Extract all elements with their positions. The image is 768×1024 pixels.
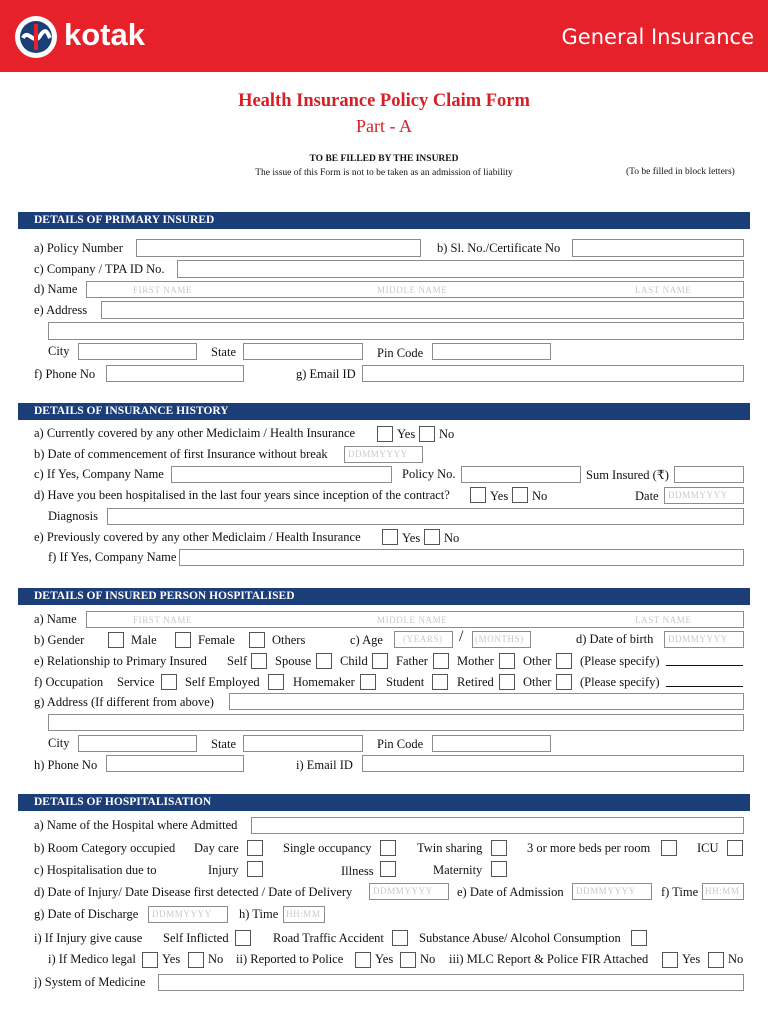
state-input[interactable] <box>243 343 363 360</box>
last-name-placeholder: LAST NAME <box>635 615 692 625</box>
room-day-care-checkbox[interactable] <box>247 840 263 856</box>
relation-child-label: Child <box>340 654 368 668</box>
occupation-homemaker-label: Homemaker <box>293 675 355 689</box>
last-name-placeholder: LAST NAME <box>635 285 692 295</box>
months-placeholder: (MONTHS) <box>475 634 524 644</box>
medico-legal-yes-checkbox[interactable] <box>142 952 158 968</box>
date-injury-label: d) Date of Injury/ Date Disease first detected / Date of Delivery <box>34 885 353 899</box>
reported-police-label: ii) Reported to Police <box>236 952 344 966</box>
relation-specify-line[interactable] <box>666 665 743 666</box>
primary-name-input[interactable] <box>86 281 744 298</box>
block-letters-note: (To be filled in block letters) <box>626 167 735 177</box>
currently-covered-no-label: No <box>439 427 455 441</box>
occupation-specify-line[interactable] <box>666 686 743 687</box>
medico-legal-no-checkbox[interactable] <box>188 952 204 968</box>
prev-company-name-label: f) If Yes, Company Name <box>48 550 177 564</box>
hospitalised-date-input[interactable] <box>664 487 744 504</box>
patient-phone-input[interactable] <box>106 755 244 772</box>
room-single-label: Single occupancy <box>283 841 372 855</box>
date-commencement-input[interactable] <box>344 446 423 463</box>
policy-no-label: Policy No. <box>402 467 456 481</box>
relationship-label: e) Relationship to Primary Insured <box>34 654 207 668</box>
date-commencement-label: b) Date of commencement of first Insurance without break <box>34 447 328 461</box>
hospital-name-input[interactable] <box>251 817 744 834</box>
substance-abuse-checkbox[interactable] <box>631 930 647 946</box>
gender-others-label: Others <box>272 633 306 647</box>
previously-covered-label: e) Previously covered by any other Mediclaim / Health Insurance <box>34 530 361 544</box>
occupation-self-employed-checkbox[interactable] <box>268 674 284 690</box>
date-admission-input[interactable] <box>572 883 652 900</box>
room-twin-checkbox[interactable] <box>491 840 507 856</box>
section-hospitalised-person-header: DETAILS OF INSURED PERSON HOSPITALISED <box>18 588 750 605</box>
policy-number-label: a) Policy Number <box>34 241 123 255</box>
hospitalisation-due-label: c) Hospitalisation due to <box>34 863 157 877</box>
patient-state-input[interactable] <box>243 735 363 752</box>
currently-covered-yes-checkbox[interactable] <box>377 426 393 442</box>
relation-self-checkbox[interactable] <box>251 653 267 669</box>
previously-covered-no-label: No <box>444 531 460 545</box>
hospitalised-yes-label: Yes <box>490 489 509 503</box>
occupation-homemaker-checkbox[interactable] <box>360 674 376 690</box>
discharge-date-input[interactable] <box>148 906 228 923</box>
due-maternity-label: Maternity <box>433 863 483 877</box>
form-title: Health Insurance Policy Claim Form <box>238 91 530 111</box>
due-illness-label: Illness <box>341 864 374 878</box>
currently-covered-yes-label: Yes <box>397 427 416 441</box>
relation-father-checkbox[interactable] <box>433 653 449 669</box>
email-input[interactable] <box>362 365 744 382</box>
gender-label: b) Gender <box>34 633 85 647</box>
sum-insured-label: Sum Insured (₹) <box>586 468 669 482</box>
room-icu-checkbox[interactable] <box>727 840 743 856</box>
phone-input[interactable] <box>106 365 244 382</box>
gender-male-label: Male <box>131 633 157 647</box>
age-label: c) Age <box>350 633 383 647</box>
road-accident-label: Road Traffic Accident <box>273 931 384 945</box>
patient-phone-label: h) Phone No <box>34 758 98 772</box>
patient-address-input-line1[interactable] <box>229 693 744 710</box>
history-policy-no-input[interactable] <box>461 466 581 483</box>
sum-insured-input[interactable] <box>674 466 744 483</box>
name-label: d) Name <box>34 282 78 296</box>
currently-covered-no-checkbox[interactable] <box>419 426 435 442</box>
occupation-label: f) Occupation <box>34 675 104 689</box>
occupation-other-label: Other <box>523 675 552 689</box>
pin-code-label: Pin Code <box>377 346 424 360</box>
hospitalised-yes-checkbox[interactable] <box>470 487 486 503</box>
sl-no-label: b) Sl. No./Certificate No <box>437 241 561 255</box>
policy-number-input[interactable] <box>136 239 421 257</box>
address-input-line1[interactable] <box>101 301 744 319</box>
date-placeholder: DDMMYYYY <box>576 886 636 896</box>
room-day-care-label: Day care <box>194 841 239 855</box>
relation-other-checkbox[interactable] <box>556 653 572 669</box>
reported-police-yes-checkbox[interactable] <box>355 952 371 968</box>
reported-police-no-label: No <box>420 952 436 966</box>
medico-legal-yes-label: Yes <box>162 952 181 966</box>
pin-code-input[interactable] <box>432 343 551 360</box>
road-accident-checkbox[interactable] <box>392 930 408 946</box>
discharge-date-label: g) Date of Discharge <box>34 907 139 921</box>
years-placeholder: (YEARS) <box>403 634 443 644</box>
room-icu-label: ICU <box>697 841 719 855</box>
gender-female-label: Female <box>198 633 235 647</box>
date-placeholder: DDMMYYYY <box>373 886 433 896</box>
patient-state-label: State <box>211 737 236 751</box>
due-injury-label: Injury <box>208 863 239 877</box>
date-injury-input[interactable] <box>369 883 449 900</box>
hospitalised-date-label: Date <box>635 489 659 503</box>
occupation-specify-label: (Please specify) <box>580 675 660 689</box>
patient-address-input-line2[interactable] <box>48 714 744 731</box>
relation-specify-label: (Please specify) <box>580 654 660 668</box>
middle-name-placeholder: MIDDLE NAME <box>377 285 448 295</box>
section-primary-insured-header: DETAILS OF PRIMARY INSURED <box>18 212 750 229</box>
time-placeholder: HH:MM <box>286 909 321 919</box>
reported-police-no-checkbox[interactable] <box>400 952 416 968</box>
relation-father-label: Father <box>396 654 428 668</box>
section-hospitalisation-header: DETAILS OF HOSPITALISATION <box>18 794 750 811</box>
previously-covered-yes-label: Yes <box>402 531 421 545</box>
room-twin-label: Twin sharing <box>417 841 483 855</box>
mlc-report-label: iii) MLC Report & Police FIR Attached <box>449 952 649 966</box>
prev-company-name-input[interactable] <box>179 549 744 566</box>
history-company-name-input[interactable] <box>171 466 392 483</box>
mlc-report-no-label: No <box>728 952 744 966</box>
phone-label: f) Phone No <box>34 367 96 381</box>
form-part: Part - A <box>356 116 412 136</box>
self-inflicted-checkbox[interactable] <box>235 930 251 946</box>
dob-input[interactable] <box>664 631 744 648</box>
patient-name-input[interactable] <box>86 611 744 628</box>
sl-no-input[interactable] <box>572 239 744 257</box>
filled-by-note: TO BE FILLED BY THE INSURED <box>309 154 459 164</box>
address-input-line2[interactable] <box>48 322 744 340</box>
relation-self-label: Self <box>227 654 248 668</box>
due-maternity-checkbox[interactable] <box>491 861 507 877</box>
kotak-logo-icon <box>14 15 58 59</box>
occupation-service-checkbox[interactable] <box>161 674 177 690</box>
header-bar <box>0 0 768 72</box>
relation-mother-label: Mother <box>457 654 494 668</box>
currently-covered-label: a) Currently covered by any other Mediclaim / Health Insurance <box>34 426 356 440</box>
hospitalised-no-checkbox[interactable] <box>512 487 528 503</box>
patient-email-input[interactable] <box>362 755 744 772</box>
product-name: General Insurance <box>561 25 754 49</box>
hospitalised-label: d) Have you been hospitalised in the last four years since inception of the contract? <box>34 488 450 502</box>
dob-label: d) Date of birth <box>576 632 654 646</box>
city-label: City <box>48 344 70 358</box>
previously-covered-no-checkbox[interactable] <box>424 529 440 545</box>
injury-cause-label: i) If Injury give cause <box>34 931 143 945</box>
system-medicine-label: j) System of Medicine <box>34 975 146 989</box>
system-medicine-input[interactable] <box>158 974 744 991</box>
email-label: g) Email ID <box>296 367 356 381</box>
brand-name: kotak <box>64 17 145 52</box>
address-label: e) Address <box>34 303 88 317</box>
patient-city-label: City <box>48 736 70 750</box>
occupation-self-employed-label: Self Employed <box>185 675 260 689</box>
mlc-report-yes-checkbox[interactable] <box>662 952 678 968</box>
section-insurance-history-header: DETAILS OF INSURANCE HISTORY <box>18 403 750 420</box>
company-tpa-label: c) Company / TPA ID No. <box>34 262 165 276</box>
gender-female-checkbox[interactable] <box>175 632 191 648</box>
admission-time-label: f) Time <box>661 885 699 899</box>
reported-police-yes-label: Yes <box>375 952 394 966</box>
due-illness-checkbox[interactable] <box>380 861 396 877</box>
discharge-time-input[interactable] <box>283 906 325 923</box>
discharge-time-label: h) Time <box>239 907 279 921</box>
company-tpa-input[interactable] <box>177 260 744 278</box>
patient-email-label: i) Email ID <box>296 758 353 772</box>
company-name-label: c) If Yes, Company Name <box>34 467 164 481</box>
diagnosis-label: Diagnosis <box>48 509 98 523</box>
room-three-beds-label: 3 or more beds per room <box>527 841 651 855</box>
relation-spouse-checkbox[interactable] <box>316 653 332 669</box>
age-months-input[interactable] <box>472 631 531 648</box>
gender-male-checkbox[interactable] <box>108 632 124 648</box>
patient-pin-input[interactable] <box>432 735 551 752</box>
room-three-beds-checkbox[interactable] <box>661 840 677 856</box>
occupation-retired-checkbox[interactable] <box>499 674 515 690</box>
age-years-input[interactable] <box>394 631 453 648</box>
first-name-placeholder: FIRST NAME <box>133 285 193 295</box>
liability-note: The issue of this Form is not to be taken as an admission of liability <box>255 168 513 178</box>
self-inflicted-label: Self Inflicted <box>163 931 229 945</box>
hospitalised-no-label: No <box>532 489 548 503</box>
due-injury-checkbox[interactable] <box>247 861 263 877</box>
medico-legal-label: i) If Medico legal <box>48 952 136 966</box>
patient-name-label: a) Name <box>34 612 77 626</box>
relation-other-label: Other <box>523 654 552 668</box>
patient-pin-label: Pin Code <box>377 737 424 751</box>
date-placeholder: DDMMYYYY <box>152 909 212 919</box>
city-input[interactable] <box>78 343 197 360</box>
first-name-placeholder: FIRST NAME <box>133 615 193 625</box>
occupation-student-label: Student <box>386 675 425 689</box>
room-single-checkbox[interactable] <box>380 840 396 856</box>
patient-address-label: g) Address (If different from above) <box>34 695 214 709</box>
date-placeholder: DDMMYYYY <box>668 634 728 644</box>
patient-city-input[interactable] <box>78 735 197 752</box>
mlc-report-yes-label: Yes <box>682 952 701 966</box>
medico-legal-no-label: No <box>208 952 224 966</box>
diagnosis-input[interactable] <box>107 508 744 525</box>
previously-covered-yes-checkbox[interactable] <box>382 529 398 545</box>
date-placeholder: DDMMYYYY <box>348 449 408 459</box>
mlc-report-no-checkbox[interactable] <box>708 952 724 968</box>
state-label: State <box>211 345 236 359</box>
occupation-service-label: Service <box>117 675 155 689</box>
relation-mother-checkbox[interactable] <box>499 653 515 669</box>
date-placeholder: DDMMYYYY <box>668 490 728 500</box>
age-separator: / <box>459 628 464 645</box>
room-category-label: b) Room Category occupied <box>34 841 176 855</box>
middle-name-placeholder: MIDDLE NAME <box>377 615 448 625</box>
admission-time-input[interactable] <box>702 883 744 900</box>
time-placeholder: HH:MM <box>705 886 740 896</box>
gender-others-checkbox[interactable] <box>249 632 265 648</box>
occupation-student-checkbox[interactable] <box>432 674 448 690</box>
substance-abuse-label: Substance Abuse/ Alcohol Consumption <box>419 931 621 945</box>
relation-spouse-label: Spouse <box>275 654 312 668</box>
relation-child-checkbox[interactable] <box>372 653 388 669</box>
date-admission-label: e) Date of Admission <box>457 885 564 899</box>
hospital-name-label: a) Name of the Hospital where Admitted <box>34 818 238 832</box>
occupation-other-checkbox[interactable] <box>556 674 572 690</box>
occupation-retired-label: Retired <box>457 675 494 689</box>
